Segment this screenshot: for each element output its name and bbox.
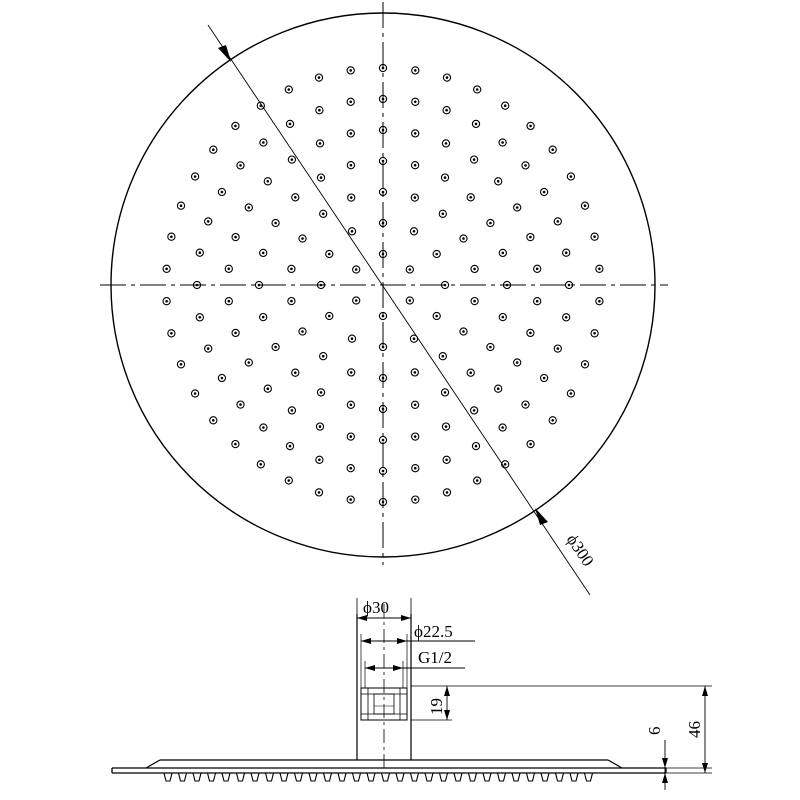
nozzle-hole-center xyxy=(506,284,509,287)
nozzle-hole-center xyxy=(320,176,323,179)
nozzle-hole-center xyxy=(516,361,519,364)
side-nozzle xyxy=(295,773,303,781)
nozzle-hole-center xyxy=(320,284,323,287)
nozzle-hole-center xyxy=(504,104,507,107)
nozzle-hole-center xyxy=(234,332,237,335)
nozzle-hole-center xyxy=(414,435,417,438)
nozzle-hole-center xyxy=(382,408,385,411)
nozzle-hole-center xyxy=(475,123,478,126)
nozzle-hole-center xyxy=(497,387,500,390)
nozzle-hole-center xyxy=(445,425,448,428)
nozzle-hole-center xyxy=(350,164,353,167)
nozzle-hole-center xyxy=(196,284,199,287)
nozzle-hole-center xyxy=(262,426,265,429)
top-view xyxy=(100,2,668,595)
nozzle-hole-center xyxy=(504,463,507,466)
nozzle-hole-center xyxy=(319,142,322,145)
nozzle-hole-center xyxy=(170,332,173,335)
nozzle-hole-center xyxy=(501,426,504,429)
nozzle-hole-center xyxy=(301,237,304,240)
dimension-arrow-top xyxy=(218,45,231,62)
nozzle-hole-center xyxy=(221,377,224,380)
nozzle-hole-center xyxy=(350,132,353,135)
side-nozzle xyxy=(324,773,332,781)
nozzle-hole-center xyxy=(565,251,568,254)
nozzle-hole-center xyxy=(301,330,304,333)
diameter-label: ϕ300 xyxy=(562,530,598,570)
nozzle-hole-center xyxy=(258,284,261,287)
nozzle-hole-center xyxy=(294,371,297,374)
side-nozzle xyxy=(425,773,433,781)
nozzle-hole-center xyxy=(446,76,449,79)
nozzle-hole-center xyxy=(207,347,210,350)
side-nozzle xyxy=(454,773,462,781)
nozzle-hole-center xyxy=(551,148,554,151)
nozzle-hole-center xyxy=(476,479,479,482)
side-nozzle xyxy=(309,773,317,781)
nozzle-hole-center xyxy=(234,125,237,128)
nozzle-hole-center xyxy=(529,443,532,446)
nozzle-hole-center xyxy=(502,252,505,255)
side-nozzle xyxy=(483,773,491,781)
nozzle-hole-center xyxy=(444,176,447,179)
side-nozzle xyxy=(382,773,390,781)
nozzle-hole-center xyxy=(288,479,291,482)
nozzle-hole-center xyxy=(328,253,331,256)
nozzle-hole-center xyxy=(228,300,231,303)
nozzle-hole-center xyxy=(234,236,237,239)
nozzle-hole-center xyxy=(414,196,417,199)
side-nozzle xyxy=(193,773,201,781)
nozzle-hole-center xyxy=(529,125,532,128)
nozzle-hole-center xyxy=(476,88,479,91)
nozzle-hole-center xyxy=(414,132,417,135)
nozzle-hole-center xyxy=(207,220,210,223)
nozzle-hole-center xyxy=(536,268,539,271)
nozzle-hole-center xyxy=(516,206,519,209)
nozzle-hole-center xyxy=(570,175,573,178)
nozzle-hole-center xyxy=(194,392,197,395)
nozzle-hole-center xyxy=(444,391,447,394)
nozzle-hole-center xyxy=(350,435,353,438)
nozzle-hole-center xyxy=(445,109,448,112)
plate-thickness-dimension xyxy=(645,727,668,791)
nozzle-hole-center xyxy=(350,371,353,374)
nozzle-hole-center xyxy=(212,148,215,151)
side-nozzle xyxy=(208,773,216,781)
nozzle-hole-center xyxy=(262,252,265,255)
nozzle-hole-center xyxy=(568,284,571,287)
nozzle-hole-center xyxy=(414,69,417,72)
nozzle-hole-center xyxy=(489,346,492,349)
nozzle-hole-center xyxy=(382,470,385,473)
nozzle-hole-center xyxy=(322,213,325,216)
nozzle-hole-center xyxy=(414,371,417,374)
side-nozzle xyxy=(396,773,404,781)
nozzle-hole-center xyxy=(382,191,385,194)
nozzle-hole-center xyxy=(180,363,183,366)
nozzle-hole-center xyxy=(497,180,500,183)
nozzle-hole-center xyxy=(524,403,527,406)
side-nozzle xyxy=(251,773,259,781)
nozzle-hole-center xyxy=(239,164,242,167)
nozzle-hole-center xyxy=(322,355,325,358)
side-nozzle xyxy=(222,773,230,781)
nozzle-hole-center xyxy=(382,439,385,442)
nozzle-hole-center xyxy=(382,501,385,504)
nozzle-hole-center xyxy=(382,346,385,349)
pipe-od-label: ϕ30 xyxy=(363,598,389,617)
nozzle-hole-center xyxy=(524,164,527,167)
side-view xyxy=(112,598,712,790)
nozzle-hole-center xyxy=(462,330,465,333)
nozzle-hole-center xyxy=(462,237,465,240)
nozzle-hole-center xyxy=(267,180,270,183)
nozzle-hole-center xyxy=(584,204,587,207)
nozzle-hole-center xyxy=(289,445,292,448)
nozzle-hole-center xyxy=(565,316,568,319)
nozzle-hole-center xyxy=(165,268,168,271)
thread-label: G1/2 xyxy=(418,648,452,667)
side-nozzle xyxy=(367,773,375,781)
nozzle-hole-center xyxy=(536,300,539,303)
nozzle-hole-center xyxy=(414,404,417,407)
side-nozzle xyxy=(570,773,578,781)
nozzle-hole-center xyxy=(274,346,277,349)
nozzle-hole-center xyxy=(212,419,215,422)
nozzle-hole-center xyxy=(165,300,168,303)
thread-length-dimension xyxy=(427,686,450,720)
nozzle-hole-center xyxy=(382,253,385,256)
nozzle-hole-center xyxy=(445,459,448,462)
nozzle-hole-center xyxy=(442,355,445,358)
nozzle-hole-center xyxy=(469,371,472,374)
nozzle-hole-center xyxy=(319,425,322,428)
nozzle-hole-center xyxy=(318,459,321,462)
nozzle-hole-center xyxy=(557,220,560,223)
side-nozzle xyxy=(440,773,448,781)
nozzle-hole-center xyxy=(598,300,601,303)
nozzle-hole-center xyxy=(349,467,352,470)
nozzle-hole-center xyxy=(262,141,265,144)
nozzle-hole-center xyxy=(442,213,445,216)
nozzle-hole-center xyxy=(409,268,412,271)
pipe-od-dimension xyxy=(357,598,411,621)
nozzle-hole-center xyxy=(502,316,505,319)
nozzle-hole-center xyxy=(529,332,532,335)
nozzle-hole-center xyxy=(382,377,385,380)
nozzle-hole-center xyxy=(290,268,293,271)
nozzle-hole-center xyxy=(414,467,417,470)
nozzle-hole-center xyxy=(598,268,601,271)
side-nozzle xyxy=(411,773,419,781)
nozzle-hole-center xyxy=(199,316,202,319)
total-height-label: 46 xyxy=(685,721,704,738)
nozzle-hole-center xyxy=(382,98,385,101)
inner-diameter-label: ϕ22.5 xyxy=(414,622,453,641)
side-nozzle xyxy=(541,773,549,781)
nozzle-hole-center xyxy=(349,101,352,104)
nozzle-hole-center xyxy=(199,251,202,254)
nozzle-hole-center xyxy=(445,142,448,145)
nozzle-hole-center xyxy=(414,101,417,104)
side-nozzle-row xyxy=(164,773,593,781)
nozzle-hole-center xyxy=(355,299,358,302)
nozzle-hole-center xyxy=(351,230,354,233)
nozzle-hole-center xyxy=(435,253,438,256)
side-nozzle xyxy=(469,773,477,781)
nozzle-hole-center xyxy=(351,337,354,340)
nozzle-hole-center xyxy=(228,268,231,271)
nozzle-hole-center xyxy=(234,443,237,446)
nozzle-hole-center xyxy=(239,403,242,406)
nozzle-hole-center xyxy=(570,392,573,395)
nozzle-hole-center xyxy=(382,222,385,225)
side-nozzle xyxy=(498,773,506,781)
nozzle-hole-center xyxy=(382,67,385,70)
total-height-dimension xyxy=(685,686,708,773)
nozzle-hole-center xyxy=(473,158,476,161)
nozzle-hole-center xyxy=(318,109,321,112)
side-nozzle xyxy=(266,773,274,781)
side-nozzle xyxy=(338,773,346,781)
nozzle-hole-center xyxy=(170,235,173,238)
nozzle-hole-center xyxy=(349,498,352,501)
diameter-dimension xyxy=(208,25,598,595)
nozzle-hole-center xyxy=(593,332,596,335)
nozzle-hole-center xyxy=(414,498,417,501)
nozzle-hole-center xyxy=(194,175,197,178)
nozzle-hole-center xyxy=(260,463,263,466)
nozzle-hole-center xyxy=(501,141,504,144)
side-nozzle xyxy=(179,773,187,781)
nozzle-hole-center xyxy=(473,268,476,271)
nozzle-hole-center xyxy=(469,196,472,199)
nozzle-hole-center xyxy=(489,222,492,225)
nozzle-hole-center xyxy=(529,236,532,239)
nozzle-hole-center xyxy=(584,363,587,366)
diameter-dimension-line xyxy=(208,25,590,595)
nozzle-hole-center xyxy=(414,164,417,167)
side-nozzle xyxy=(556,773,564,781)
side-nozzle xyxy=(280,773,288,781)
nozzle-hole-center xyxy=(180,204,183,207)
nozzle-hole-center xyxy=(274,222,277,225)
nozzle-hole-center xyxy=(289,123,292,126)
nozzle-hole-center xyxy=(328,315,331,318)
nozzle-hole-center xyxy=(248,206,251,209)
shower-plate xyxy=(112,760,666,781)
side-nozzle xyxy=(353,773,361,781)
nozzle-hole-center xyxy=(318,491,321,494)
nozzle-hole-center xyxy=(355,268,358,271)
nozzle-hole-center xyxy=(413,230,416,233)
nozzle-hole-center xyxy=(543,191,546,194)
side-nozzle xyxy=(164,773,172,781)
nozzle-hole-center xyxy=(288,88,291,91)
nozzle-hole-center xyxy=(473,300,476,303)
nozzle-hole-center xyxy=(221,191,224,194)
nozzle-hole-center xyxy=(382,160,385,163)
nozzle-hole-center xyxy=(248,361,251,364)
nozzle-hole-center xyxy=(444,284,447,287)
nozzle-hole-center xyxy=(318,76,321,79)
side-nozzle xyxy=(237,773,245,781)
nozzle-hole-center xyxy=(267,387,270,390)
nozzle-hole-center xyxy=(473,409,476,412)
nozzle-hole-center xyxy=(446,491,449,494)
side-nozzle xyxy=(512,773,520,781)
nozzle-hole-center xyxy=(413,337,416,340)
nozzle-hole-center xyxy=(349,69,352,72)
nozzle-hole-center xyxy=(294,196,297,199)
nozzle-hole-center xyxy=(382,315,385,318)
nozzle-hole-center xyxy=(320,391,323,394)
nozzle-hole-center xyxy=(551,419,554,422)
nozzle-hole-center xyxy=(290,300,293,303)
nozzle-hole-center xyxy=(350,196,353,199)
nozzle-hole-center xyxy=(262,316,265,319)
nozzle-hole-center xyxy=(557,347,560,350)
thread-length-label: 19 xyxy=(427,698,446,715)
nozzle-hole-center xyxy=(291,158,294,161)
thread-dimension xyxy=(365,648,465,688)
nozzle-hole-center xyxy=(593,235,596,238)
nozzle-hole-center xyxy=(435,315,438,318)
side-nozzle xyxy=(527,773,535,781)
plate-thickness-label: 6 xyxy=(645,726,664,735)
side-nozzle xyxy=(585,773,593,781)
nozzle-hole-center xyxy=(409,299,412,302)
nozzle-hole-center xyxy=(382,129,385,132)
nozzle-hole-center xyxy=(543,377,546,380)
nozzle-hole-center xyxy=(291,409,294,412)
nozzle-hole-center xyxy=(475,445,478,448)
nozzle-hole-center xyxy=(350,404,353,407)
